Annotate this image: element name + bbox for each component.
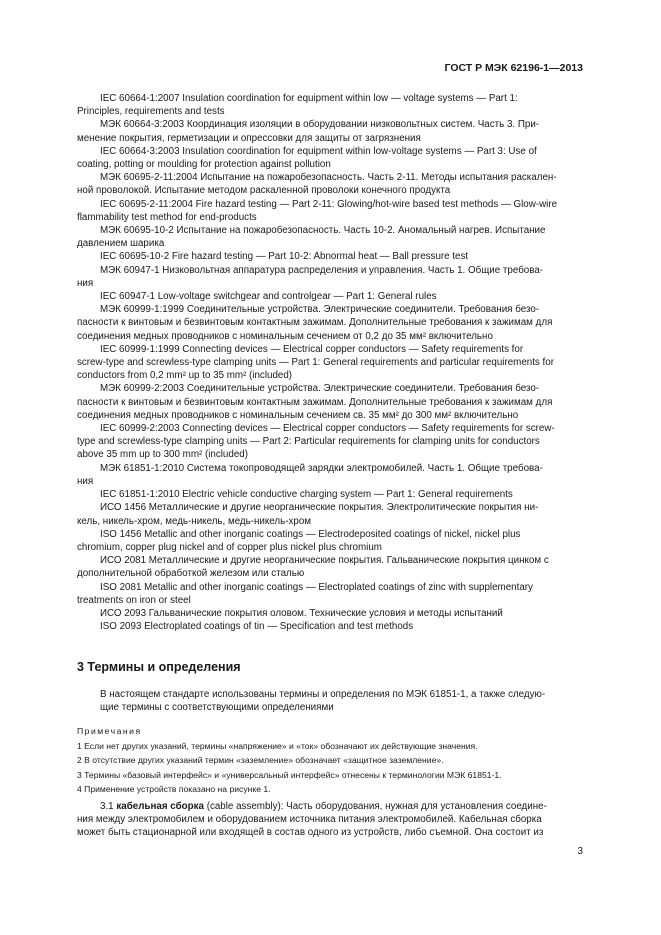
reference-line-first: МЭК 60695-10-2 Испытание на пожаробезопасность. Часть 10-2. Аномальный нагрев. Испытание — [100, 225, 546, 237]
reference-line-first: ИСО 1456 Металлические и другие неорганические покрытия. Электролитические покрытия ни- — [100, 502, 539, 514]
reference-line-cont: соединения медных проводников с номинальным сечением св. 35 мм² до 300 мм² включительно — [77, 409, 519, 421]
reference-line-cont: ния — [77, 277, 94, 289]
definition-line: может быть стационарной или входящей в состав одного из устройств, либо съемной. Она состоит из — [77, 827, 544, 839]
reference-line-first: IEC 60695-2-11:2004 Fire hazard testing — Part 2-11: Glowing/hot-wire based test methods — Glow-wire — [100, 198, 558, 210]
reference-line-cont: кель, никель-хром, медь-никель, медь-никель-хром — [77, 515, 312, 527]
reference-line-first: IEC 61851-1:2010 Electric vehicle conductive charging system — Part 1: General requirements — [100, 489, 513, 501]
reference-entry — [77, 501, 584, 527]
reference-entry — [100, 290, 584, 303]
reference-line-first: МЭК 60999-2:2003 Соединительные устройства. Электрические соединители. Требования безо- — [100, 383, 540, 395]
reference-entry — [77, 462, 584, 488]
reference-line-cont: пасности к винтовым и безвинтовым контактным зажимам. Дополнительные требования к зажимам для — [77, 317, 553, 329]
normative-references-list — [77, 92, 584, 633]
definition-number: 3.1 — [100, 801, 114, 812]
reference-line-cont: coating, potting or moulding for protection against pollution — [77, 159, 331, 171]
reference-entry — [77, 224, 584, 250]
reference-entry — [77, 264, 584, 290]
reference-entry — [77, 422, 584, 462]
reference-line-first: МЭК 60664-3:2003 Координация изоляции в оборудовании низковольтных систем. Часть 3. При- — [100, 119, 540, 131]
definition-line: ния между электромобилем и оборудованием источника питания электромобилей. Кабельная сборка — [77, 814, 542, 826]
reference-line-first: ИСО 2093 Гальванические покрытия оловом. Технические условия и методы испытаний — [100, 607, 503, 619]
notes-title: Примечания — [77, 726, 142, 736]
reference-entry — [100, 488, 584, 501]
reference-line-first: МЭК 60999-1:1999 Соединительные устройства. Электрические соединители. Требования безо- — [100, 304, 540, 316]
intro-line-1: В настоящем стандарте использованы термины и определения по МЭК 61851-1, а также следую- — [100, 689, 546, 700]
reference-line-cont: type and screwless-type clamping units — Part 2: Particular requirements for clamping units for conductors — [77, 436, 540, 448]
note-item: 3 Термины «базовый интерфейс» и «универсальный интерфейс» отнесены к терминологии МЭК 61851-1. — [77, 769, 502, 780]
reference-entry — [77, 528, 584, 554]
reference-line-cont: treatments on iron or steel — [77, 594, 191, 606]
reference-entry — [77, 554, 584, 580]
reference-line-first: ISO 1456 Metallic and other inorganic coatings — Electrodeposited coatings of nickel, nickel plus — [100, 528, 521, 540]
notes-block — [77, 724, 584, 797]
reference-line-cont: above 35 mm up to 300 mm² (included) — [77, 449, 248, 461]
reference-line-cont: пасности к винтовым и безвинтовым контактным зажимам. Дополнительные требования к зажимам для — [77, 396, 553, 408]
reference-entry — [77, 145, 584, 171]
reference-line-first: ISO 2081 Metallic and other inorganic coatings — Electroplated coatings of zinc with supplementary — [100, 581, 533, 593]
reference-entry — [100, 620, 584, 633]
reference-line-cont: давлением шарика — [77, 238, 165, 250]
reference-entry — [77, 92, 584, 118]
reference-line-cont: screw-type and screwless-type clamping units — Part 1: General requirements and particular requirements for — [77, 357, 554, 369]
reference-entry — [77, 303, 584, 343]
page-number: 3 — [577, 846, 583, 857]
section-intro — [100, 688, 584, 714]
reference-line-first: ИСО 2081 Металлические и другие неорганические покрытия. Гальванические покрытия цинком с — [100, 555, 549, 567]
reference-entry — [100, 250, 584, 263]
note-item: 2 В отсутствие других указаний термин «заземление» обозначает «защитное заземление». — [77, 755, 444, 765]
reference-line-first: IEC 60695-10-2 Fire hazard testing — Part 10-2: Abnormal heat — Ball pressure test — [100, 251, 469, 263]
intro-line-2: щие термины с соответствующими определениями — [100, 702, 334, 714]
reference-entry — [100, 607, 584, 620]
reference-line-cont: менение покрытия, герметизации и опрессовки для защиты от загрязнения — [77, 132, 421, 144]
definition-term: кабельная сборка — [116, 801, 204, 812]
reference-entry — [77, 198, 584, 224]
reference-line-cont: chromium, copper plug nickel and of copper plus nickel plus chromium — [77, 541, 382, 553]
reference-entry — [77, 171, 584, 197]
reference-line-first: ISO 2093 Electroplated coatings of tin — Specification and test methods — [100, 621, 414, 633]
reference-line-cont: соединения медных проводников с номинальным сечением от 0,2 до 35 мм² включительно — [77, 330, 493, 342]
reference-line-first: IEC 60947-1 Low-voltage switchgear and controlgear — Part 1: General rules — [100, 291, 437, 303]
definition-first-line — [100, 800, 584, 813]
note-item: 4 Применение устройств показано на рисунке 1. — [77, 784, 271, 794]
definition-text: (cable assembly): Часть оборудования, нужная для установления соедине- — [206, 801, 547, 812]
reference-line-cont: ния — [77, 475, 94, 487]
reference-line-first: IEC 60999-1:1999 Connecting devices — Electrical copper conductors — Safety requirements for — [100, 343, 524, 355]
reference-line-first: IEC 60664-1:2007 Insulation coordination for equipment within low — voltage systems — Part 1: — [100, 93, 518, 104]
reference-line-first: МЭК 60695-2-11:2004 Испытание на пожаробезопасность. Часть 2-11. Методы испытания раскален- — [100, 172, 557, 184]
reference-entry — [77, 343, 584, 383]
reference-line-first: IEC 60999-2:2003 Connecting devices — Electrical copper conductors — Safety requirements for screw- — [100, 423, 555, 435]
reference-entry — [77, 581, 584, 607]
reference-line-first: МЭК 60947-1 Низковольтная аппаратура распределения и управления. Часть 1. Общие требова- — [100, 264, 544, 276]
document-header: ГОСТ Р МЭК 62196-1—2013 — [444, 62, 583, 74]
reference-line-first: МЭК 61851-1:2010 Система токопроводящей зарядки электромобилей. Часть 1. Общие требова- — [100, 462, 543, 474]
reference-line-cont: дополнительной обработкой железом или сталью — [77, 568, 305, 580]
reference-line-cont: ной проволокой. Испытание методом раскаленной проволоки конечного продукта — [77, 185, 451, 197]
definition-3-1 — [77, 800, 584, 840]
reference-entry — [77, 118, 584, 144]
reference-line-cont: conductors from 0,2 mm² up to 35 mm² (included) — [77, 370, 293, 382]
reference-line-first: IEC 60664-3:2003 Insulation coordination for equipment within low-voltage systems — Part 3: Use of — [100, 145, 537, 157]
reference-line-cont: flammability test method for end-products — [77, 211, 257, 223]
note-item: 1 Если нет других указаний, термины «напряжение» и «ток» обозначают их действующие значения. — [77, 740, 478, 751]
reference-entry — [77, 382, 584, 422]
reference-line-cont: Principles, requirements and tests — [77, 106, 225, 118]
section-title: 3 Термины и определения — [77, 660, 241, 674]
